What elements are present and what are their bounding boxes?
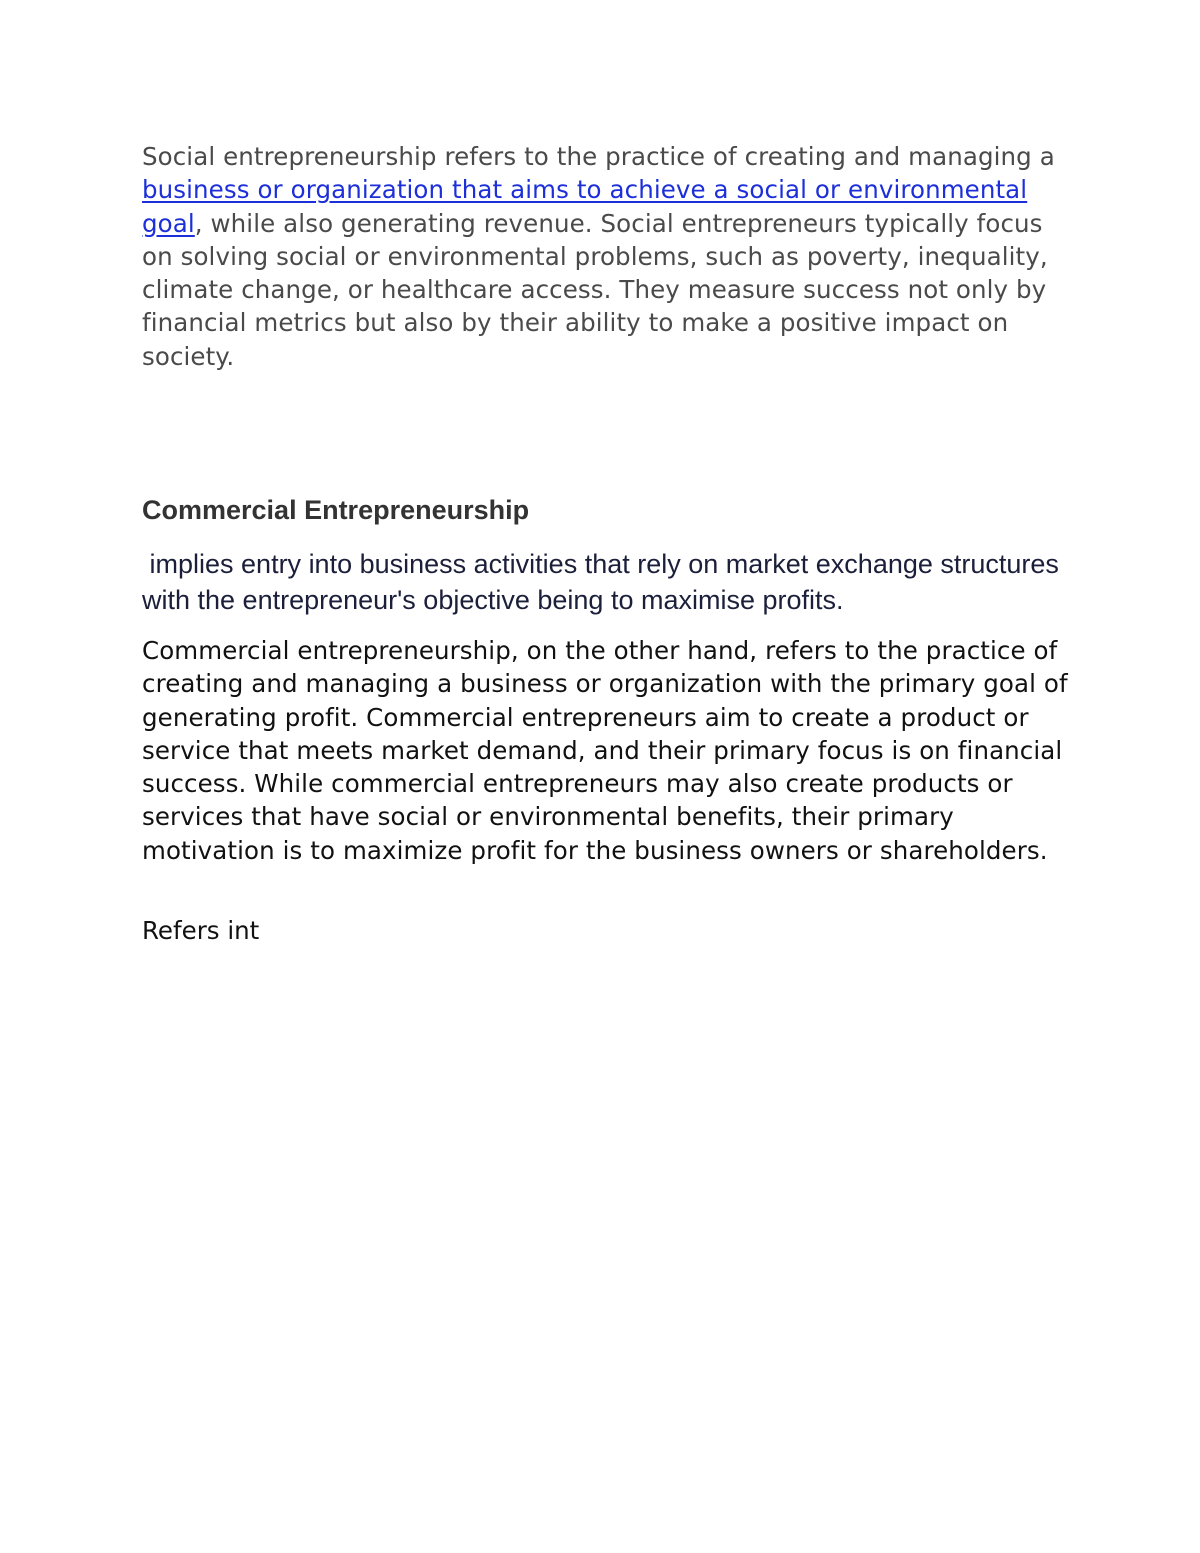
- social-paragraph-intro: Social entrepreneurship refers to the practice of creating and managing a: [142, 142, 1055, 171]
- social-goal-link[interactable]: business or organization that aims to achieve a social or environmental goal: [142, 175, 1028, 238]
- social-paragraph-rest: , while also generating revenue. Social entrepreneurs typically focus on solving social or environmental problems, such as poverty, inequality, climate change, or healthcare access. They measure success not only by financial metrics but also by their ability to make a positive impact on society.: [142, 208, 1048, 371]
- document-body: [142, 140, 1072, 945]
- implies-paragraph: implies entry into business activities that rely on market exchange structures with the entrepreneur's objective being to maximise profits.: [142, 549, 1067, 615]
- commercial-entrepreneurship-paragraph: Commercial entrepreneurship, on the other hand, refers to the practice of creating and managing a business or organization with the primary goal of generating profit. Commercial entrepreneurs aim to create a product or service that meets market demand, and their primary focus is on financial success. While commercial entrepreneurs may also create products or services that have social or environmental benefits, their primary motivation is to maximize profit for the business owners or shareholders.: [142, 636, 1068, 865]
- commercial-entrepreneurship-heading: Commercial Entrepreneurship: [142, 495, 530, 525]
- social-entrepreneurship-paragraph: [142, 140, 1072, 373]
- refers-fragment: Refers int: [142, 916, 260, 945]
